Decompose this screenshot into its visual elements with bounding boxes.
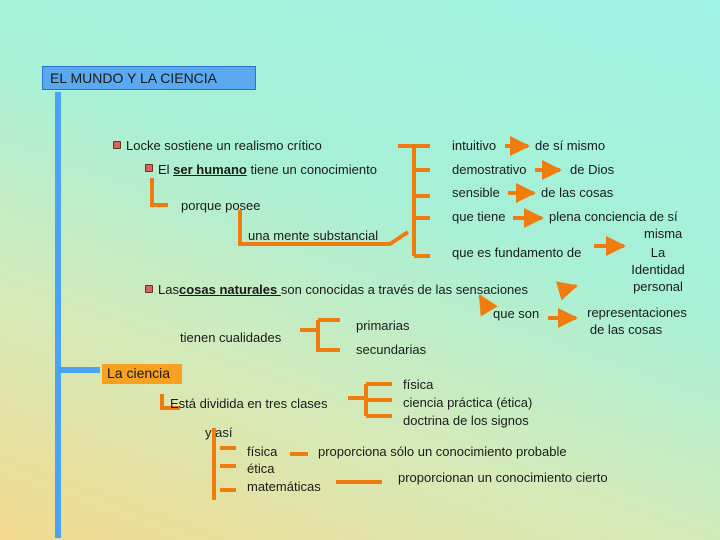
text-rama-fisica: física bbox=[247, 444, 278, 459]
bullet-cosas bbox=[145, 285, 153, 293]
text-de-dios: de Dios bbox=[570, 162, 615, 177]
text-rama-matematicas: matemáticas bbox=[247, 479, 321, 494]
text-cosas-naturales bbox=[158, 282, 528, 297]
text-identidad-3: personal bbox=[633, 279, 683, 294]
text-rama-etica: ética bbox=[247, 461, 275, 476]
text-probable: proporciona sólo un conocimiento probable bbox=[318, 444, 567, 459]
arrow-que-son bbox=[480, 296, 486, 306]
text-clase-etica: ciencia práctica (ética) bbox=[403, 395, 533, 410]
text-plena-2: misma bbox=[644, 226, 683, 241]
text-primarias: primarias bbox=[356, 318, 410, 333]
text-representaciones-1: representaciones bbox=[587, 305, 687, 320]
bracket-cualidades bbox=[300, 320, 340, 350]
text-dividida: Está dividida en tres clases bbox=[170, 396, 328, 411]
page-title: EL MUNDO Y LA CIENCIA bbox=[50, 70, 218, 86]
bracket-conocimiento bbox=[398, 146, 430, 256]
text-identidad-1: La bbox=[650, 245, 666, 260]
text-porque: porque posee bbox=[181, 198, 261, 213]
text-ciencia: La ciencia bbox=[107, 365, 171, 381]
text-secundarias: secundarias bbox=[356, 342, 427, 357]
bracket-porque bbox=[152, 178, 168, 205]
cosas-link: cosas naturales bbox=[178, 282, 281, 297]
text-mente: una mente substancial bbox=[248, 228, 379, 243]
cosas-pre: Las bbox=[158, 282, 179, 297]
cosas-post: son conocidas a través de las sensaciones bbox=[280, 282, 529, 297]
arrow-sensaciones bbox=[562, 286, 576, 290]
text-y-asi: y así bbox=[205, 425, 233, 440]
text-locke: Locke sostiene un realismo crítico bbox=[126, 138, 322, 153]
text-fundamento: que es fundamento de bbox=[452, 245, 582, 260]
text-ser-humano bbox=[158, 162, 377, 177]
text-identidad-2: Identidad bbox=[631, 262, 685, 277]
text-clase-fisica: física bbox=[403, 377, 434, 392]
bullet-ser bbox=[145, 164, 153, 172]
ser-link: ser humano bbox=[173, 162, 247, 177]
text-sensible: sensible bbox=[452, 185, 500, 200]
ciencia-box bbox=[102, 364, 182, 384]
ser-pre: El bbox=[158, 162, 174, 177]
bracket-ramas bbox=[220, 448, 236, 490]
title-box bbox=[42, 66, 256, 90]
text-intuitivo: intuitivo bbox=[452, 138, 497, 153]
text-plena-1: plena conciencia de sí bbox=[549, 209, 678, 224]
ser-post: tiene un conocimiento bbox=[246, 162, 377, 177]
text-demostrativo: demostrativo bbox=[452, 162, 527, 177]
text-cualidades: tienen cualidades bbox=[180, 330, 282, 345]
bracket-clases bbox=[348, 384, 392, 416]
text-cierto: proporcionan un conocimiento cierto bbox=[398, 470, 608, 485]
text-clase-signos: doctrina de los signos bbox=[403, 413, 529, 428]
text-de-si: de sí mismo bbox=[535, 138, 606, 153]
text-que-son: que son bbox=[493, 306, 540, 321]
text-de-cosas: de las cosas bbox=[541, 185, 614, 200]
text-representaciones-2: de las cosas bbox=[589, 322, 663, 337]
bullet-locke bbox=[113, 141, 121, 149]
text-que-tiene: que tiene bbox=[452, 209, 506, 224]
